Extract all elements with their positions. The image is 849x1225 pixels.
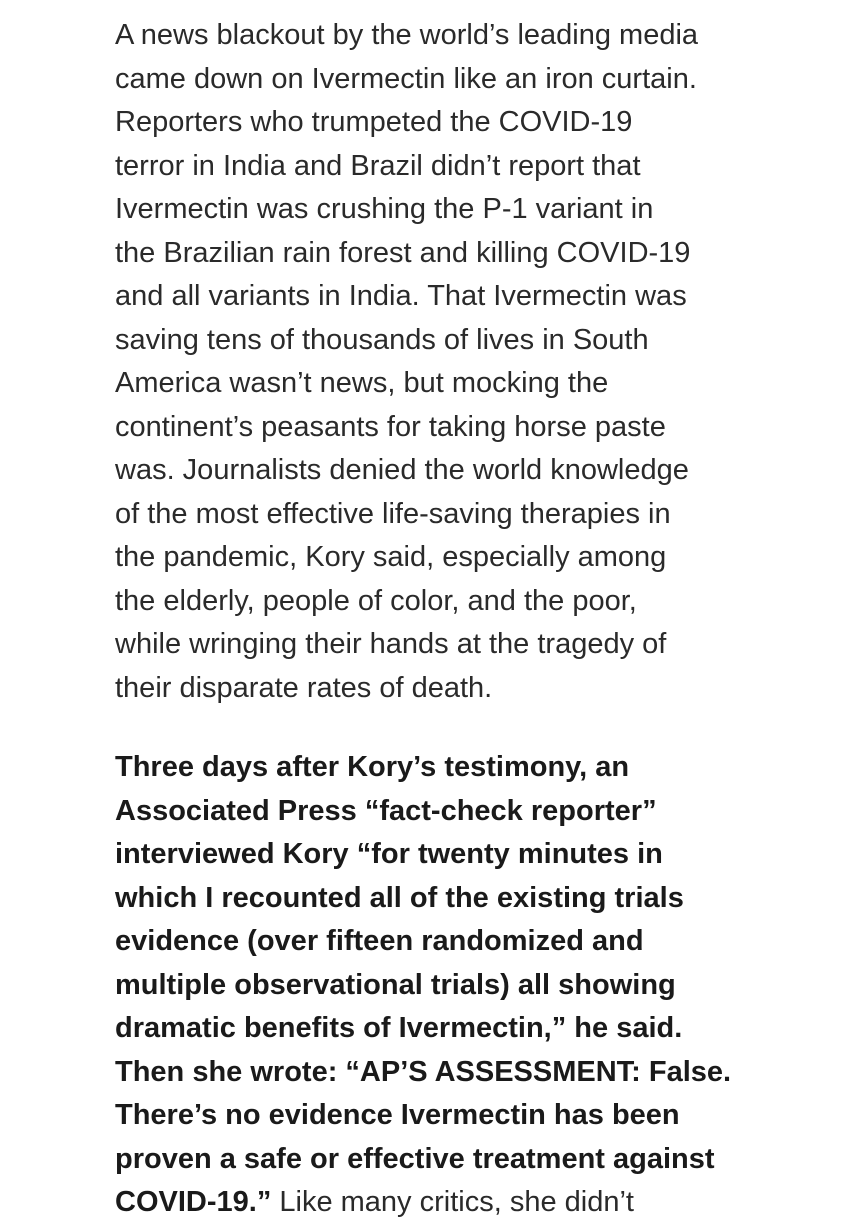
text-line: Ivermectin was crushing the P-1 variant in xyxy=(115,193,654,225)
text-line: their disparate rates of death. xyxy=(115,671,493,704)
text-line: of the most effective life-saving therapies in xyxy=(115,497,671,530)
text-line: saving tens of thousands of lives in South xyxy=(115,323,649,356)
text-line: while wringing their hands at the tragedy of xyxy=(115,628,667,660)
bold-text-line: dramatic benefits of Ivermectin,” he said. xyxy=(115,1012,683,1044)
bold-fragment: COVID-19.” xyxy=(115,1186,272,1218)
bold-text-line: There’s no evidence Ivermectin has been xyxy=(115,1099,680,1131)
text-line: came down on Ivermectin like an iron curtain. xyxy=(115,62,697,95)
text-line: the Brazilian rain forest and killing COVID-19 xyxy=(115,236,691,269)
bold-text-line: Then she wrote: “AP’S ASSESSMENT: False. xyxy=(115,1055,732,1088)
bold-text-line: interviewed Kory “for twenty minutes in xyxy=(115,838,663,870)
text-line: the pandemic, Kory said, especially among xyxy=(115,541,667,573)
bold-text-line: Three days after Kory’s testimony, an xyxy=(115,751,630,783)
bold-text-line: Associated Press “fact-check reporter” xyxy=(115,794,657,827)
bold-text-line: multiple observational trials) all showing xyxy=(115,968,676,1001)
paragraph-ap-fact-check xyxy=(115,746,755,1225)
regular-fragment: Like many critics, she didn’t xyxy=(271,1186,634,1218)
mixed-text-line xyxy=(115,1181,755,1225)
bold-text-line: proven a safe or effective treatment against xyxy=(115,1142,715,1175)
article-body xyxy=(115,14,755,1225)
text-line: continent’s peasants for taking horse paste xyxy=(115,410,666,443)
bold-text-line: evidence (over fifteen randomized and xyxy=(115,925,644,957)
text-line: the elderly, people of color, and the poor, xyxy=(115,584,637,617)
text-line: A news blackout by the world’s leading media xyxy=(115,19,699,51)
text-line: America wasn’t news, but mocking the xyxy=(115,367,609,399)
text-line: was. Journalists denied the world knowledge xyxy=(115,454,689,486)
bold-text-line: which I recounted all of the existing trials xyxy=(115,881,684,914)
text-line: terror in India and Brazil didn’t report that xyxy=(115,149,641,182)
paragraph-news-blackout xyxy=(115,14,755,710)
text-line: Reporters who trumpeted the COVID-19 xyxy=(115,106,633,138)
text-line: and all variants in India. That Ivermectin was xyxy=(115,280,687,312)
